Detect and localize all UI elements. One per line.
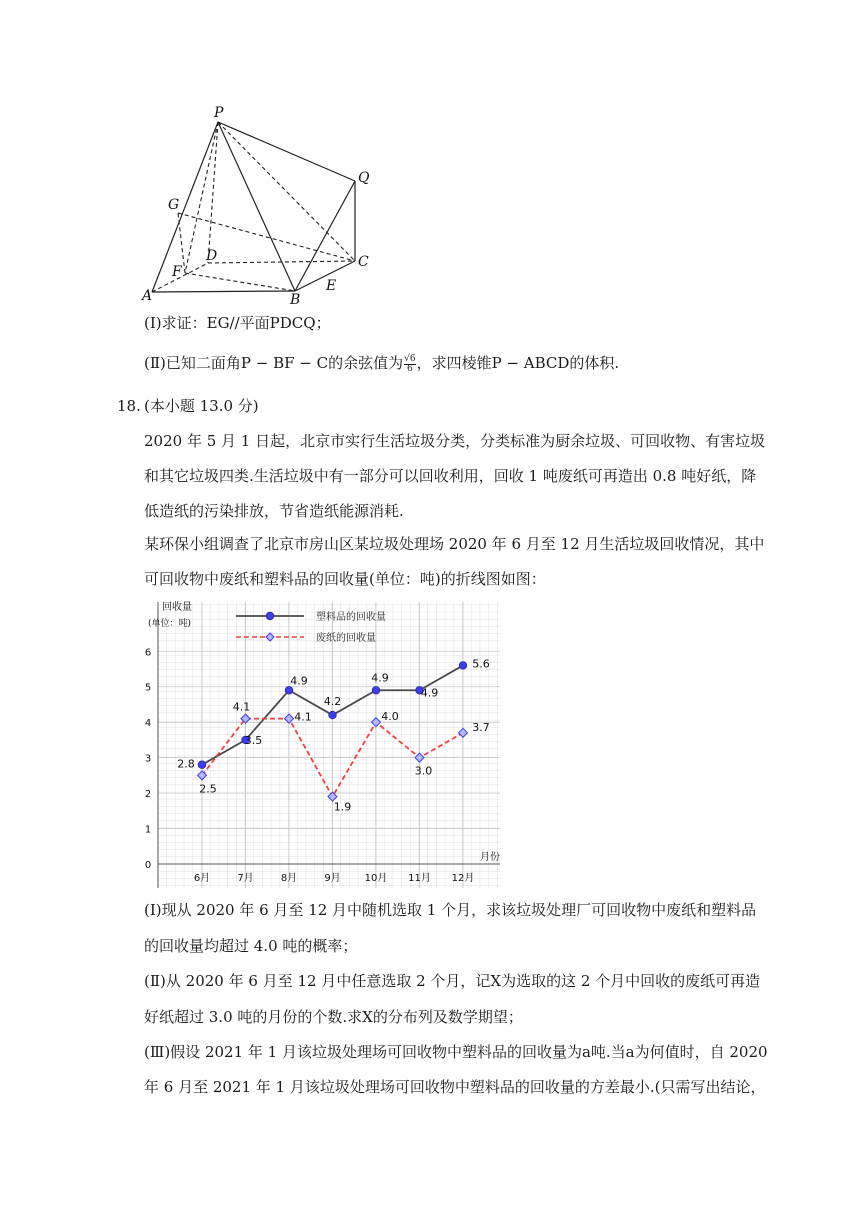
- data-label: 2.8: [177, 757, 195, 771]
- data-point: [372, 718, 381, 727]
- label-G: G: [168, 197, 180, 213]
- data-point: [459, 728, 468, 737]
- q18-p1-l2: 和其它垃圾四类.生活垃圾中有一部分可以回收利用，回收 1 吨废纸可再造出 0.8 吨好纸，降: [144, 467, 757, 485]
- x-tick-label: 12月: [451, 873, 475, 884]
- data-point: [372, 686, 380, 694]
- data-label: 5.6: [472, 657, 490, 671]
- label-E: E: [326, 278, 337, 294]
- x-tick-label: 10月: [364, 873, 388, 884]
- q17-part2-text-b: ，求四棱锥P − ABCD的体积.: [416, 354, 620, 372]
- chart-series: [177, 657, 490, 813]
- data-point: [459, 662, 467, 670]
- q18-partIII-l1: (Ⅲ)假设 2021 年 1 月该垃圾处理场可回收物中塑料品的回收量为a吨.当a为何值时，自 2020: [144, 1043, 768, 1061]
- y-tick-label: 0: [144, 860, 152, 871]
- q17-frac-num: √6: [404, 353, 416, 364]
- x-tick-label: 9月: [324, 873, 341, 884]
- chart-axes: [158, 602, 500, 888]
- y-tick-label: 3: [144, 753, 152, 765]
- data-label: 2.5: [199, 782, 217, 796]
- x-tick-label: 7月: [237, 873, 254, 884]
- q18-p1-l3: 低造纸的污染排放，节省造纸能源消耗.: [144, 502, 404, 520]
- q18-partI-l2: 的回收量均超过 4.0 吨的概率；: [144, 937, 358, 955]
- q18-number: 18.: [117, 397, 141, 415]
- y-tick-label: 4: [144, 718, 152, 730]
- x-tick-label: 6月: [193, 873, 211, 884]
- legend-label-paper: 废纸的回收量: [316, 633, 376, 644]
- q18-partII-l1: (Ⅱ)从 2020 年 6 月至 12 月中任意选取 2 个月，记X为选取的这 2 个月中回收的废纸可再造: [144, 972, 761, 990]
- data-point: [415, 753, 424, 762]
- label-C: C: [358, 254, 369, 270]
- data-label: 4.9: [290, 674, 308, 688]
- legend-marker-paper: [266, 633, 274, 641]
- legend-marker-plastic: [266, 612, 274, 620]
- data-label: 4.2: [323, 695, 342, 709]
- data-point: [285, 686, 293, 694]
- data-label: 4.9: [420, 686, 439, 700]
- data-label: 4.1: [294, 710, 312, 724]
- label-A: A: [142, 288, 153, 304]
- data-label: 3.5: [244, 733, 263, 747]
- q18-header: (本小题 13.0 分): [144, 397, 259, 415]
- q18-p2-l2: 可回收物中废纸和塑料品的回收量(单位：吨)的折线图如图：: [144, 570, 546, 588]
- q18-p1-l1: 2020 年 5 月 1 日起，北京市实行生活垃圾分类，分类标准为厨余垃圾、可回收物、有害垃圾: [144, 432, 766, 450]
- label-B: B: [290, 292, 301, 305]
- q17-part2: [144, 352, 619, 374]
- pyramid-figure: [130, 100, 390, 305]
- q17-frac-den: 6: [406, 363, 413, 374]
- data-point: [198, 761, 206, 769]
- data-label: 3.7: [472, 720, 490, 734]
- x-tick-label: 8月: [280, 873, 298, 884]
- chart-ylabel: 回收量: [162, 602, 192, 613]
- label-P: P: [214, 105, 224, 121]
- y-tick-label: 1: [144, 824, 152, 836]
- legend-label-plastic: 塑料品的回收量: [316, 612, 386, 623]
- data-label: 4.9: [371, 671, 389, 685]
- y-tick-label: 5: [144, 682, 152, 694]
- label-D: D: [206, 248, 218, 264]
- q17-part2-text-a: (Ⅱ)已知二面角P − BF − C的余弦值为: [144, 354, 404, 372]
- q18-partII-l2: 好纸超过 3.0 吨的月份的个数.求X的分布列及数学期望；: [144, 1008, 523, 1026]
- chart-grid: [158, 602, 500, 888]
- data-label: 3.0: [414, 764, 433, 778]
- chart-legend: [236, 610, 386, 644]
- chart-xlabel: 月份: [480, 852, 500, 863]
- q17-part1: (Ⅰ)求证：EG//平面PDCQ；: [144, 314, 331, 332]
- data-label: 1.9: [333, 800, 352, 814]
- recycling-line-chart: [140, 596, 504, 890]
- y-tick-label: 2: [144, 789, 152, 801]
- data-point: [329, 711, 337, 719]
- chart-yunit: (单位：吨): [148, 619, 192, 629]
- q18-p2-l1: 某环保小组调查了北京市房山区某垃圾处理场 2020 年 6 月至 12 月生活垃圾回收情况，其中: [144, 535, 765, 553]
- data-label: 4.0: [381, 710, 399, 724]
- q18-partI-l1: (Ⅰ)现从 2020 年 6 月至 12 月中随机选取 1 个月，求该垃圾处理厂可回收物中废纸和塑料品: [144, 901, 757, 919]
- x-tick-label: 11月: [408, 873, 431, 884]
- y-tick-label: 6: [144, 647, 152, 659]
- data-label: 4.1: [232, 700, 251, 714]
- q17-fraction: [404, 355, 415, 374]
- q18-partIII-l2: 年 6 月至 2021 年 1 月该垃圾处理场可回收物中塑料品的回收量的方差最小.(只需写出结论，: [144, 1078, 766, 1096]
- label-Q: Q: [358, 170, 370, 186]
- label-F: F: [172, 264, 182, 280]
